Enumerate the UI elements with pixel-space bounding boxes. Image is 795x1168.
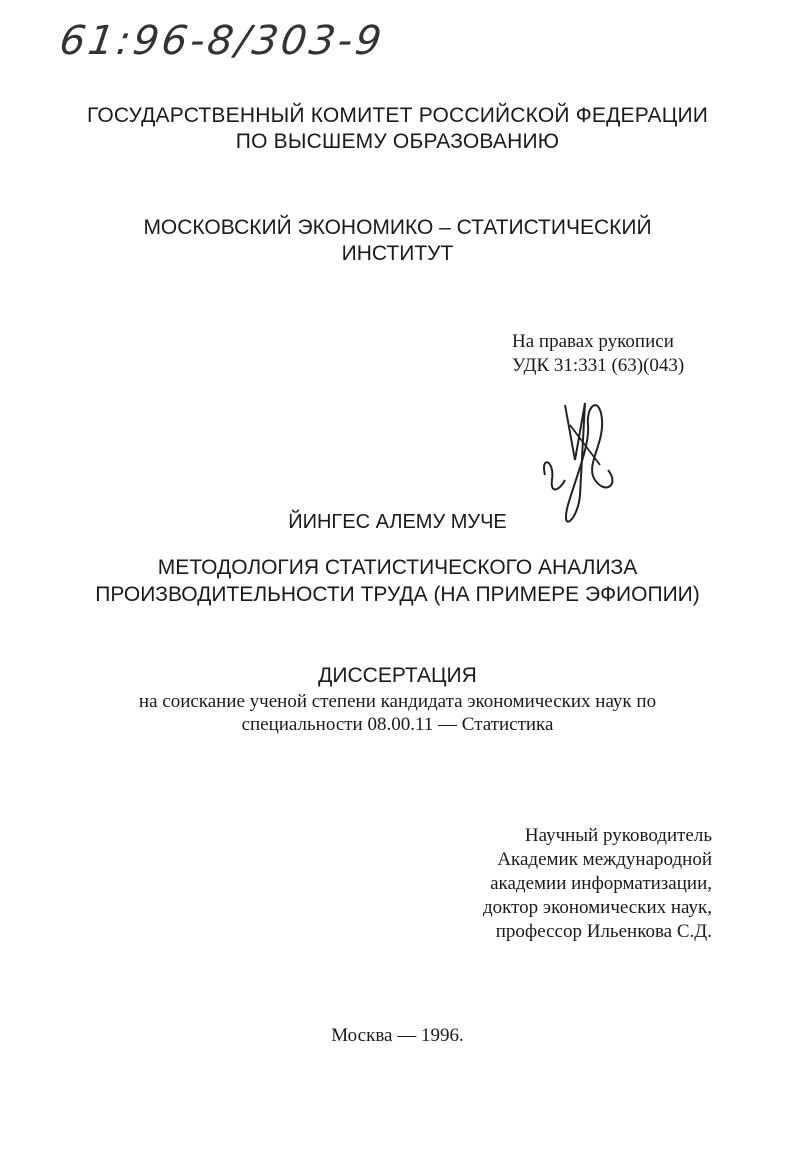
supervisor-line-4: доктор экономических наук, (482, 897, 712, 918)
ministry-line-2: ПО ВЫСШЕМУ ОБРАЗОВАНИЮ (235, 130, 560, 153)
supervisor-block (380, 824, 712, 944)
degree-line-2: специальности 08.00.11 — Статистика (241, 714, 554, 735)
ministry-line-1: ГОСУДАРСТВЕННЫЙ КОМИТЕТ РОССИЙСКОЙ ФЕДЕРАЦИИ (86, 104, 709, 127)
supervisor-line-2: Академик международной (497, 849, 712, 870)
manuscript-rights: На правах рукописи (512, 331, 674, 352)
title-line-1: МЕТОДОЛОГИЯ СТАТИСТИЧЕСКОГО АНАЛИЗА (157, 556, 638, 579)
ministry-block (0, 103, 795, 155)
institute-line-2: ИНСТИТУТ (341, 242, 454, 265)
udc-code: УДК 31:331 (63)(043) (512, 355, 685, 376)
title-line-2: ПРОИЗВОДИТЕЛЬНОСТИ ТРУДА (НА ПРИМЕРЕ ЭФИОПИИ) (95, 583, 700, 606)
rights-block (512, 330, 684, 378)
dissertation-title (0, 554, 795, 608)
dissertation-heading: ДИССЕРТАЦИЯ (318, 664, 477, 687)
supervisor-line-5: профессор Ильенкова С.Д. (495, 921, 712, 942)
author-name: ЙИНГЕС АЛЕМУ МУЧЕ (288, 511, 507, 533)
city-year: Москва — 1996. (331, 1025, 464, 1046)
degree-block (0, 690, 795, 736)
supervisor-line-3: академии информатизации, (490, 873, 712, 894)
institute-line-1: МОСКОВСКИЙ ЭКОНОМИКО – СТАТИСТИЧЕСКИЙ (143, 216, 652, 239)
degree-line-1: на соискание ученой степени кандидата экономических наук по (138, 691, 657, 712)
archive-code: 61:96-8/303-9 (56, 18, 388, 64)
institute-block (0, 215, 795, 267)
supervisor-line-1: Научный руководитель (524, 825, 712, 846)
